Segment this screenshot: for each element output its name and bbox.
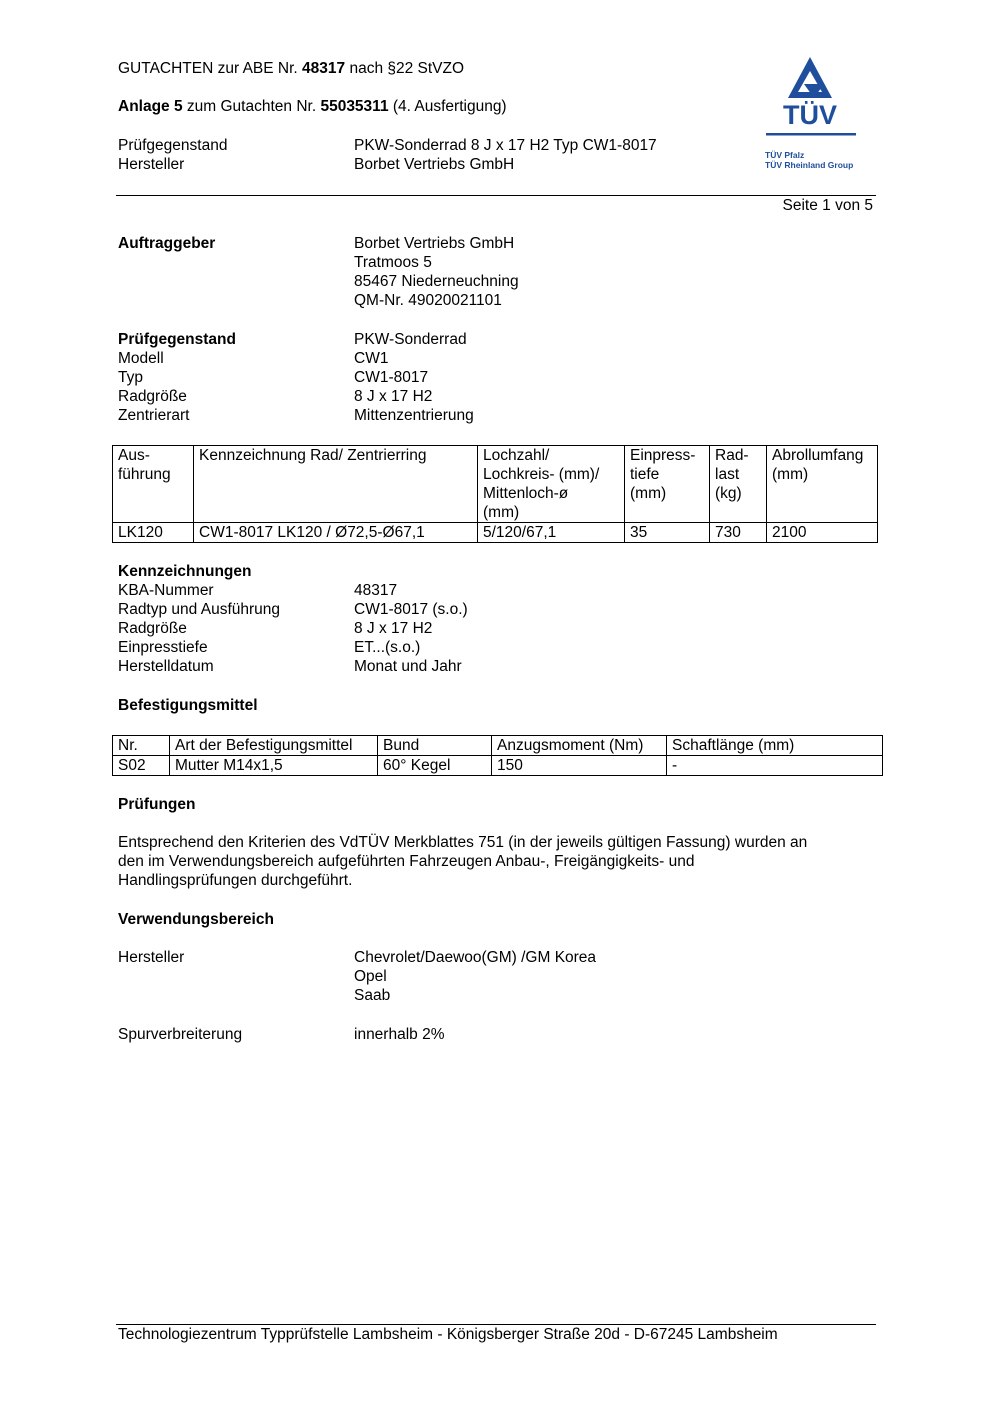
auftraggeber-line: QM-Nr. 49020021101 [354,292,502,309]
header-line: Abrollumfang [772,447,864,464]
header-line: Lochkreis- (mm)/ [483,466,600,483]
kennzeichnung-value: Monat und Jahr [354,658,462,675]
wheel-header-cell [710,446,767,523]
auftraggeber-line: 85467 Niederneuchning [354,273,519,290]
pruefgegenstand-label: Zentrierart [118,407,190,424]
wheel-cell: 2100 [767,523,878,543]
pruefgegenstand-value: CW1-8017 [354,369,429,386]
tuev-logo-sub1: TÜV Pfalz [765,150,805,160]
pruefungen-text-line: den im Verwendungsbereich aufgeführten Fahrzeugen Anbau-, Freigängigkeits- und [118,853,695,870]
pruefgegenstand-value: 8 J x 17 H2 [354,388,433,405]
pruefgegenstand-label: Typ [118,369,143,386]
footer-text: Technologiezentrum Typprüfstelle Lambsheim - Königsberger Straße 20d - D-67245 Lambsheim [118,1326,778,1343]
table-row [113,756,883,776]
header-pruefgegenstand-value: PKW-Sonderrad 8 J x 17 H2 Typ CW1-8017 [354,137,657,154]
header-line2-mid: zum Gutachten Nr. [182,98,321,115]
wheel-cell: 35 [625,523,710,543]
befestigung-heading: Befestigungsmittel [118,697,258,714]
spurverbreiterung-value: innerhalb 2% [354,1026,445,1043]
pruefgegenstand-value: CW1 [354,350,389,367]
kennzeichnung-label: Einpresstiefe [118,639,208,656]
pruefgegenstand-label: Modell [118,350,164,367]
header-line: tiefe [630,466,660,483]
header-line1-pre: GUTACHTEN zur ABE Nr. [118,60,303,77]
header-line: Kennzeichnung Rad/ Zentrierring [199,447,427,464]
kennzeichnung-label: KBA-Nummer [118,582,214,599]
pruefungen-text-line: Entsprechend den Kriterien des VdTÜV Merkblattes 751 (in der jeweils gültigen Fassung) wurden an [118,834,808,851]
befestigung-cell: S02 [113,756,170,776]
befestigung-cell: 60° Kegel [378,756,492,776]
header-line: (mm) [483,504,520,521]
gutachten-number: 55035311 [320,98,389,115]
tuev-logo [760,54,860,174]
table-row [113,523,878,543]
kennzeichnung-value: 48317 [354,582,398,599]
kennzeichnung-label: Radgröße [118,620,187,637]
pruefgegenstand-heading-value: PKW-Sonderrad [354,331,467,348]
befestigung-header-row [113,736,883,756]
pruefgegenstand-heading: Prüfgegenstand [118,331,236,348]
kennzeichnung-label: Radtyp und Ausführung [118,601,281,618]
header-hersteller-value: Borbet Vertriebs GmbH [354,156,515,173]
header-hersteller-label: Hersteller [118,156,185,173]
header-line: Einpress- [630,447,696,464]
header-pruefgegenstand-label: Prüfgegenstand [118,137,228,154]
befestigung-header-cell: Art der Befestigungsmittel [170,736,378,756]
pruefungen-text-line: Handlingsprüfungen durchgeführt. [118,872,353,889]
wheel-table-header-row [113,446,878,523]
wheel-cell: 730 [710,523,767,543]
befestigung-header-cell: Anzugsmoment (Nm) [492,736,667,756]
kennzeichnung-value: 8 J x 17 H2 [354,620,433,637]
tuev-logo-text: TÜV [783,100,837,130]
wheel-header-cell [194,446,478,523]
verwendung-hersteller-value: Opel [354,968,387,985]
verwendung-hersteller-label: Hersteller [118,949,185,966]
pruefungen-heading: Prüfungen [118,796,196,813]
auftraggeber-line: Tratmoos 5 [354,254,432,271]
befestigung-header-cell: Schaftlänge (mm) [667,736,883,756]
wheel-header-cell [113,446,194,523]
verwendung-hersteller-value: Chevrolet/Daewoo(GM) /GM Korea [354,949,597,966]
spurverbreiterung-label: Spurverbreiterung [118,1026,243,1043]
kennzeichnung-label: Herstelldatum [118,658,214,675]
header-line: last [715,466,740,483]
befestigung-cell: Mutter M14x1,5 [170,756,378,776]
pruefgegenstand-value: Mittenzentrierung [354,407,474,424]
befestigung-header-cell: Nr. [113,736,170,756]
kennzeichnungen-heading: Kennzeichnungen [118,563,252,580]
tuev-logo-sub2: TÜV Rheinland Group [765,160,854,170]
verwendungsbereich-heading: Verwendungsbereich [118,911,274,928]
auftraggeber-line: Borbet Vertriebs GmbH [354,235,515,252]
wheel-cell: 5/120/67,1 [478,523,625,543]
befestigung-header-cell: Bund [378,736,492,756]
anlage-label: Anlage 5 [118,98,183,115]
header-line: Lochzahl/ [483,447,550,464]
page-number: Seite 1 von 5 [782,197,873,214]
pruefgegenstand-label: Radgröße [118,388,187,405]
wheel-cell: CW1-8017 LK120 / Ø72,5-Ø67,1 [194,523,478,543]
wheel-header-cell [767,446,878,523]
header-line: (kg) [715,485,742,502]
befestigung-table [112,735,883,776]
header-line2 [118,97,507,116]
header-line1 [118,59,464,78]
header-line: führung [118,466,171,483]
verwendung-hersteller-value: Saab [354,987,391,1004]
wheel-cell: LK120 [113,523,194,543]
header-line: (mm) [772,466,809,483]
header-divider [116,195,876,196]
wheel-table [112,445,878,543]
wheel-header-cell [478,446,625,523]
befestigung-cell: 150 [492,756,667,776]
wheel-header-cell [625,446,710,523]
header-line2-post: (4. Ausfertigung) [388,98,507,115]
header-line: Rad- [715,447,749,464]
kennzeichnung-value: CW1-8017 (s.o.) [354,601,468,618]
abe-number: 48317 [302,60,346,77]
header-line: Aus- [118,447,150,464]
auftraggeber-label: Auftraggeber [118,235,216,252]
kennzeichnung-value: ET...(s.o.) [354,639,421,656]
befestigung-cell: - [667,756,883,776]
header-line: Mittenloch-ø [483,485,569,502]
header-line: (mm) [630,485,667,502]
header-line1-post: nach §22 StVZO [345,60,465,77]
